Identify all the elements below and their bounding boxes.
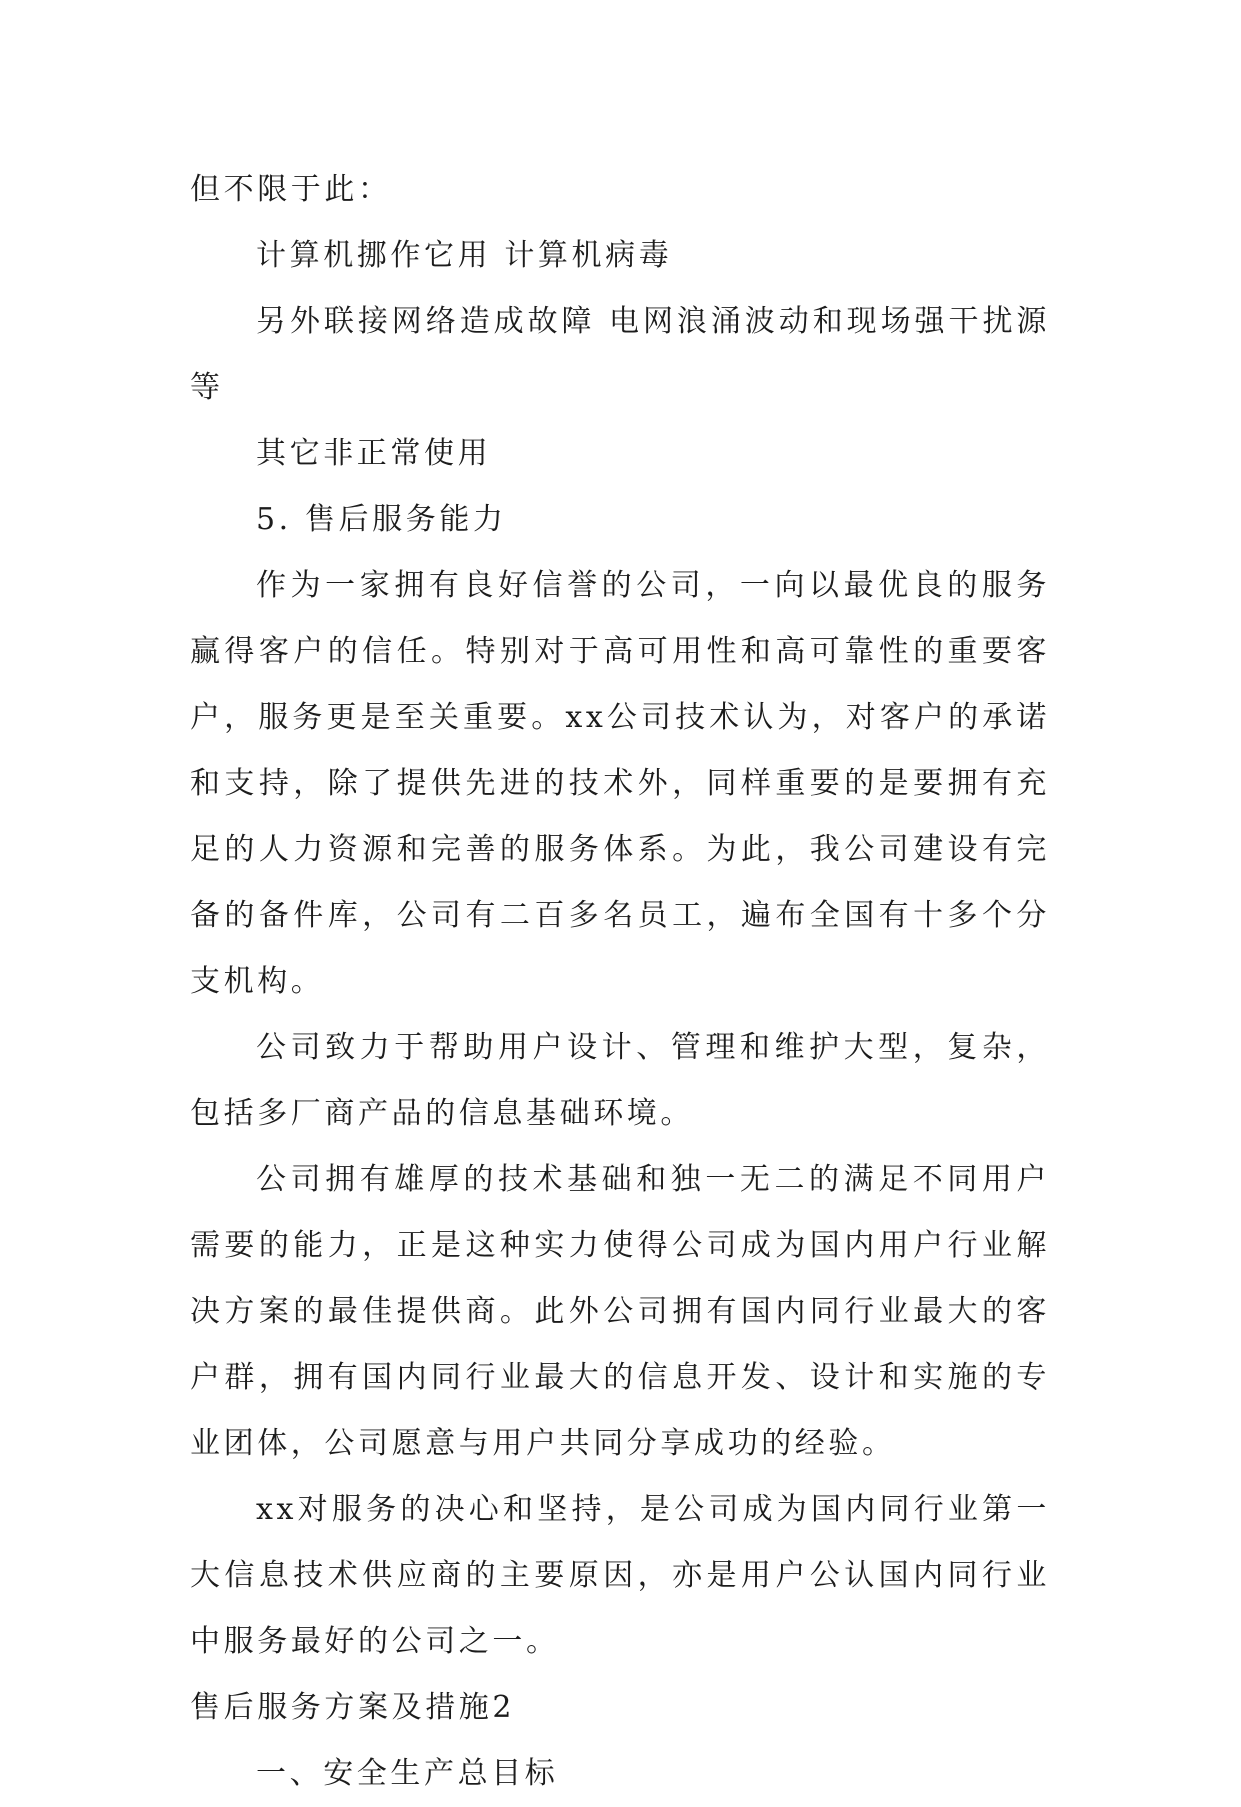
list-item-network-fault: 另外联接网络造成故障 电网浪涌波动和现场强干扰源等 <box>190 304 1050 405</box>
list-item-misuse-virus: 计算机挪作它用 计算机病毒 <box>256 238 673 273</box>
document-body <box>190 157 1050 1807</box>
paragraph-intro: 但不限于此： <box>190 172 392 207</box>
paragraph-technical-strength: 公司拥有雄厚的技术基础和独一无二的满足不同用户需要的能力，正是这种实力使得公司成为国内用户行业解决方案的最佳提供商。此外公司拥有国内同行业最大的客户群，拥有国内同行业最大的信息开发、设计和实施的专业团体，公司愿意与用户共同分享成功的经验。 <box>190 1162 1050 1461</box>
paragraph-company-mission: 公司致力于帮助用户设计、管理和维护大型，复杂，包括多厂商产品的信息基础环境。 <box>190 1030 1050 1131</box>
paragraph-service-commitment: xx对服务的决心和坚持，是公司成为国内同行业第一大信息技术供应商的主要原因，亦是用户公认国内同行业中服务最好的公司之一。 <box>190 1492 1050 1659</box>
section-title-plan-2: 售后服务方案及措施2 <box>190 1690 516 1725</box>
list-item-other-misuse: 其它非正常使用 <box>256 436 492 471</box>
section-heading-safety-goal: 一、安全生产总目标 <box>256 1756 559 1791</box>
paragraph-company-reputation: 作为一家拥有良好信誉的公司，一向以最优良的服务赢得客户的信任。特别对于高可用性和高可靠性的重要客户，服务更是至关重要。xx公司技术认为，对客户的承诺和支持，除了提供先进的技术外，同样重要的是要拥有充足的人力资源和完善的服务体系。为此，我公司建设有完备的备件库，公司有二百多名员工，遍布全国有十多个分支机构。 <box>190 568 1050 999</box>
section-heading-service-capability: 5. 售后服务能力 <box>256 502 507 537</box>
